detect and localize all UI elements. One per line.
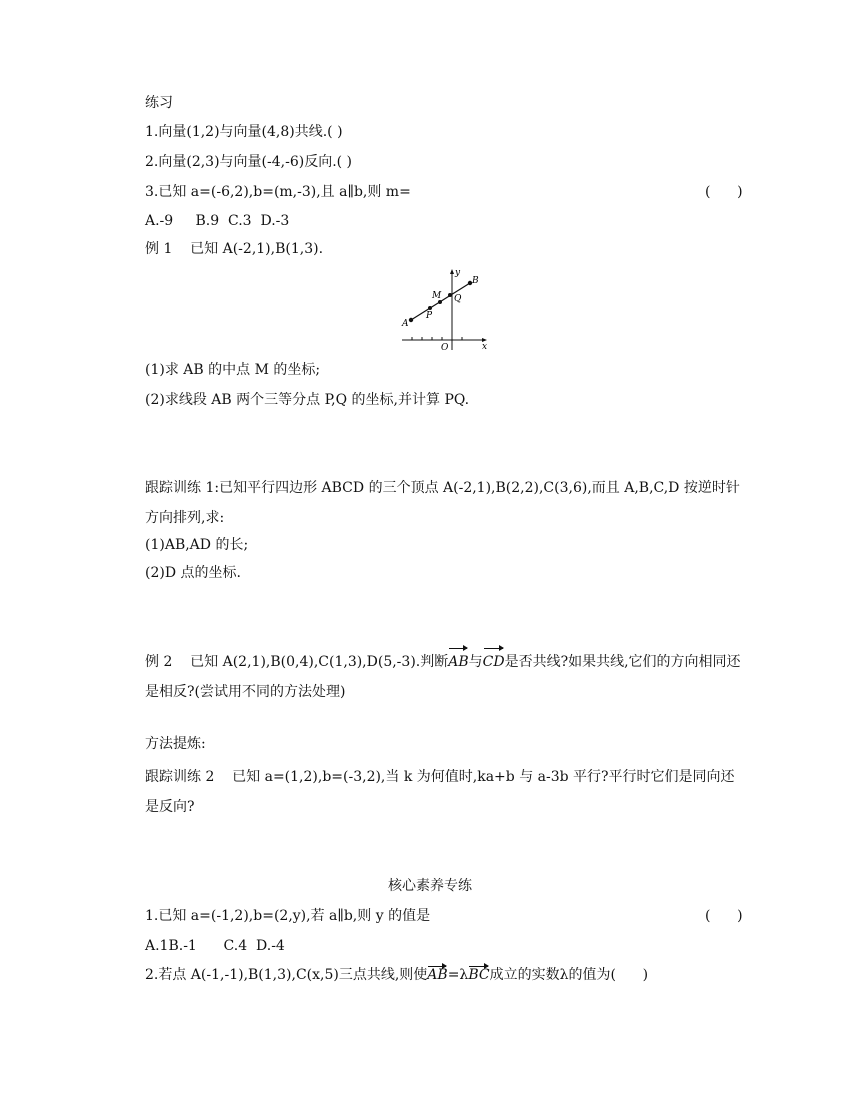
label-p: P	[426, 311, 433, 321]
practice-q3: 3.已知 a=(-6,2),b=(m,-3),且 a∥b,则 m=	[145, 184, 411, 200]
practice-title: 练习	[145, 95, 173, 111]
vector-ab: AB	[448, 647, 468, 677]
vector-ab-2: AB	[427, 967, 448, 983]
practice-q2: 2.向量(2,3)与向量(-4,-6)反向.( )	[145, 154, 353, 170]
label-o: O	[441, 343, 449, 353]
vector-cd: CD	[483, 647, 505, 677]
example2-post: 是否共线?如果共线,它们的方向相同还是相反?(尝试用不同的方法处理)	[145, 654, 741, 700]
example1-title: 例 1 已知 A(-2,1),B(1,3).	[145, 241, 324, 257]
core-q1: 1.已知 a=(-1,2),b=(2,y),若 a∥b,则 y 的值是	[145, 908, 431, 924]
method-title: 方法提炼:	[145, 736, 206, 752]
example1-sub1: (1)求 AB 的中点 M 的坐标;	[145, 362, 321, 378]
core-q1-paren: ( )	[705, 908, 743, 924]
example1-sub2: (2)求线段 AB 两个三等分点 P,Q 的坐标,并计算 PQ.	[145, 392, 470, 408]
example2-mid: 与	[468, 654, 483, 670]
point-q	[448, 293, 452, 297]
tracking2-text: 跟踪训练 2 已知 a=(1,2),b=(-3,2),当 k 为何值时,ka+b 与 a-3b 平行?平行时它们是同向还是反向?	[145, 769, 735, 815]
core-q2-post: 成立的实数λ的值为( )	[489, 967, 649, 983]
example2-pre: 例 2 已知 A(2,1),B(0,4),C(1,3),D(5,-3).判断	[145, 654, 449, 670]
y-axis-arrow	[450, 269, 454, 274]
core-title: 核心素养专练	[388, 878, 472, 894]
core-q2-pre: 2.若点 A(-1,-1),B(1,3),C(x,5)三点共线,则使	[145, 967, 428, 983]
vector-bc: BC	[468, 967, 490, 983]
tracking1-sub2: (2)D 点的坐标.	[145, 565, 241, 581]
tracking1-sub1: (1)AB,AD 的长;	[145, 537, 249, 553]
label-q: Q	[454, 294, 462, 304]
label-a: A	[402, 319, 409, 329]
label-m: M	[432, 291, 442, 301]
practice-q3-paren: ( )	[705, 184, 743, 200]
tracking1-text: 跟踪训练 1:已知平行四边形 ABCD 的三个顶点 A(-2,1),B(2,2),C(3,6),而且 A,B,C,D 按逆时针方向排列,求:	[145, 480, 740, 526]
point-a	[409, 318, 413, 322]
label-x: x	[482, 342, 488, 352]
label-y: y	[455, 268, 461, 278]
point-p	[428, 306, 432, 310]
example1-figure	[398, 266, 498, 356]
core-q1-options: A.1B.-1 C.4 D.-4	[145, 938, 285, 954]
practice-q3-options: A.-9 B.9 C.3 D.-3	[145, 213, 290, 229]
core-q2	[145, 965, 648, 985]
label-b: B	[472, 276, 479, 286]
core-q2-mid: =λ	[447, 967, 469, 983]
practice-q1: 1.向量(1,2)与向量(4,8)共线.( )	[145, 124, 343, 140]
example2-text	[145, 647, 745, 707]
